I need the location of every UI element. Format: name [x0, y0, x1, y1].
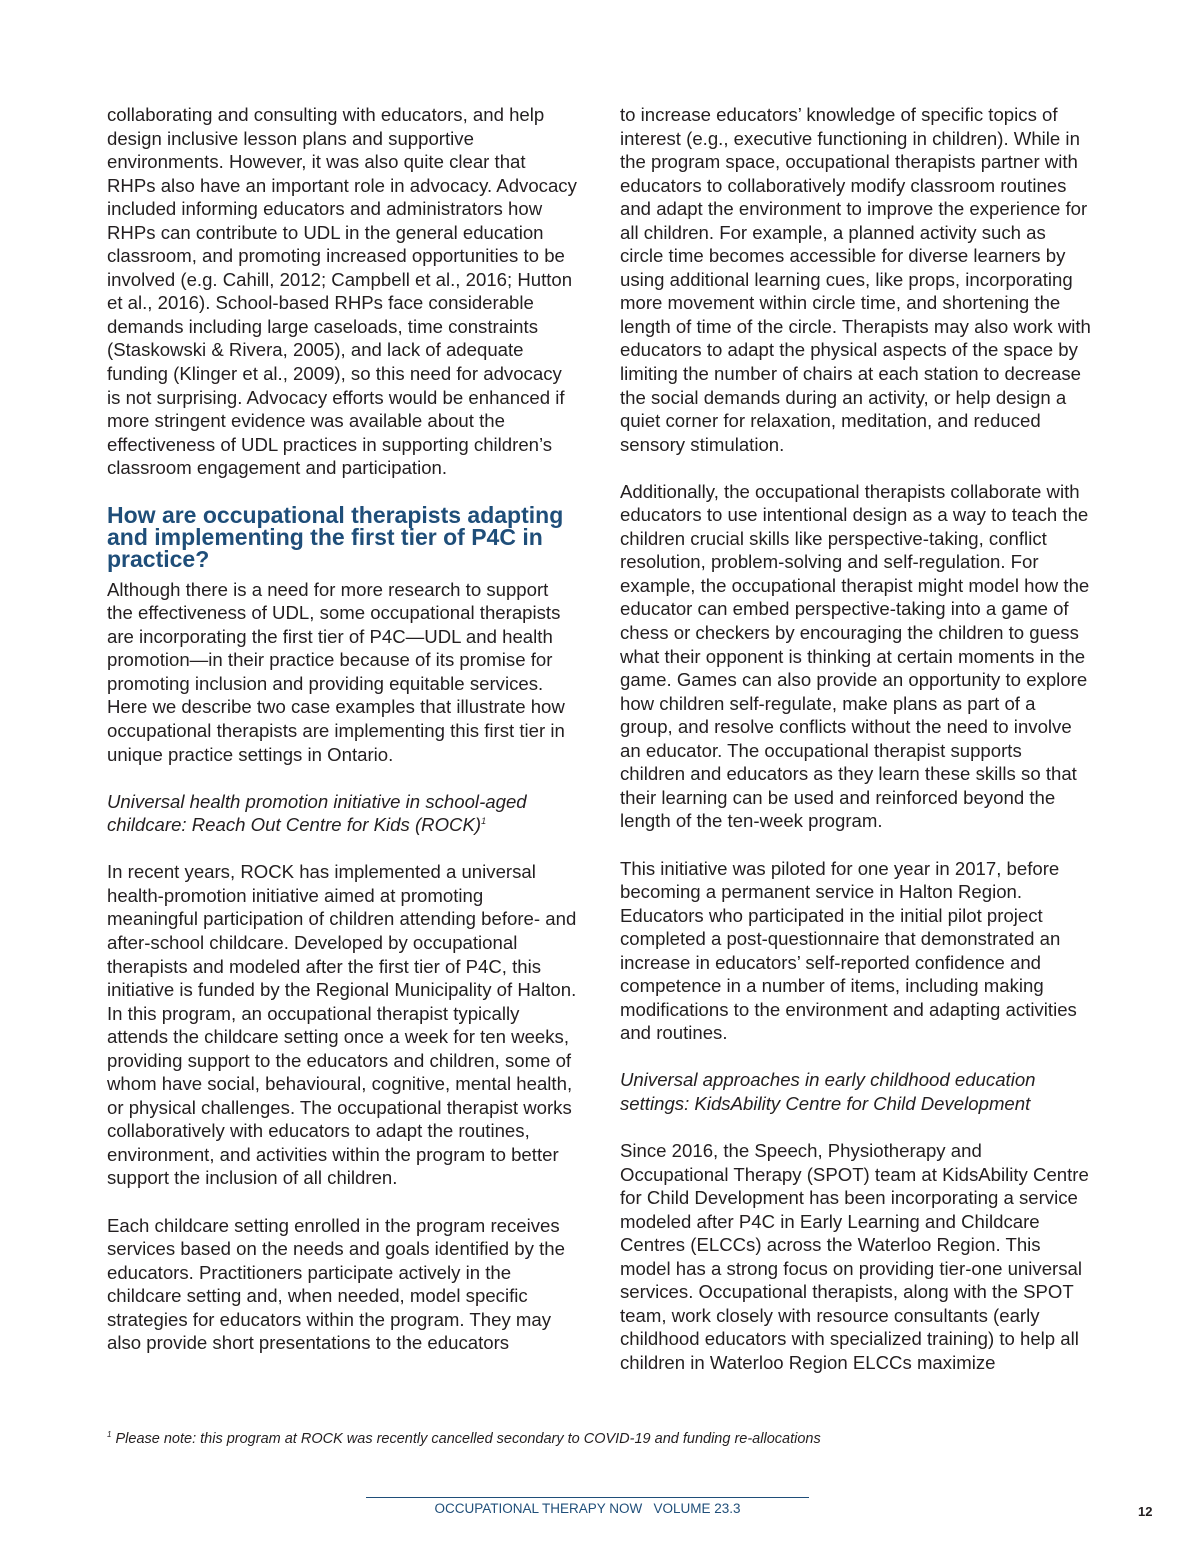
right-column	[620, 103, 1092, 1375]
footnote	[107, 1431, 821, 1447]
paragraph: Although there is a need for more research to support the effectiveness of UDL, some occupational therapists are incorporating the first tier of P4C—UDL and health promotion—in their practice because of its promise for promoting inclusion and providing equitable services. Here we describe two case examples that illustrate how occupational therapists are implementing this first tier in unique practice settings in Ontario.	[107, 578, 565, 765]
running-footer	[366, 1501, 809, 1516]
paragraph: collaborating and consulting with educators, and help design inclusive lesson plans and supportive environments. However, it was also quite clear that RHPs also have an important role in advocacy. Advocacy included informing educators and administrators how RHPs can contribute to UDL in the general education classroom, and promoting increased opportunities to be involved (e.g. Cahill, 2012; Campbell et al., 2016; Hutton et al., 2016). School-based RHPs face considerable demands including large caseloads, time constraints (Staskowski & Rivera, 2005), and lack of adequate funding (Klinger et al., 2009), so this need for advocacy is not surprising. Advocacy efforts would be enhanced if more stringent evidence was available about the effectiveness of UDL practices in supporting children’s classroom engagement and participation.	[107, 104, 577, 479]
footnote-marker: 1	[107, 1430, 112, 1440]
paragraph: Each childcare setting enrolled in the program receives services based on the needs and goals identified by the educators. Practitioners participate actively in the childcare setting and, when needed, model specific strategies for educators within the program. They may also provide short presentations to the educators	[107, 1214, 565, 1354]
footnote-marker: 1	[481, 816, 487, 827]
footnote-text: Please note: this program at ROCK was recently cancelled secondary to COVID-19 and funding re-allocations	[111, 1431, 821, 1447]
footer-divider	[366, 1497, 809, 1498]
left-column	[107, 103, 579, 1355]
paragraph: Since 2016, the Speech, Physiotherapy and Occupational Therapy (SPOT) team at KidsAbility Centre for Child Development has been incorporating a service modeled after P4C in Early Learning and Childcare Centres (ELCCs) across the Waterloo Region. This model has a strong focus on providing tier-one universal services. Occupational therapists, along with the SPOT team, work closely with resource consultants (early childhood educators with specialized training) to help all children in Waterloo Region ELCCs maximize	[620, 1140, 1089, 1373]
paragraph: Additionally, the occupational therapists collaborate with educators to use intentional design as a way to teach the children crucial skills like perspective-taking, conflict resolution, problem-solving and self-regulation. For example, the occupational therapist might model how the educator can embed perspective-taking into a game of chess or checkers by encouraging the children to guess what their opponent is thinking at certain moments in the game. Games can also provide an opportunity to explore how children self-regulate, make plans as part of a group, and resolve conflicts without the need to involve an educator. The occupational therapist supports children and educators as they learn these skills so that their learning can be used and reinforced beyond the length of the ten-week program.	[620, 480, 1090, 832]
paragraph: to increase educators’ knowledge of specific topics of interest (e.g., executive functioning in children). While in the program space, occupational therapists partner with educators to collaboratively modify classroom routines and adapt the environment to improve the experience for all children. For example, a planned activity such as circle time becomes accessible for diverse learners by using additional learning cues, like props, incorporating more movement within circle time, and shortening the length of time of the circle. Therapists may also work with educators to adapt the physical aspects of the space by limiting the number of chairs at each station to decrease the social demands during an activity, or help design a quiet corner for relaxation, meditation, and reduced sensory stimulation.	[620, 104, 1091, 455]
subheading-text: Universal health promotion initiative in school-aged childcare: Reach Out Centre for Kids (ROCK)	[107, 790, 527, 836]
page-number: 12	[1138, 1504, 1153, 1519]
subheading-kidsability: Universal approaches in early childhood education settings: KidsAbility Centre for Child Development	[620, 1069, 1036, 1114]
volume-label: VOLUME 23.3	[653, 1501, 741, 1516]
paragraph: This initiative was piloted for one year in 2017, before becoming a permanent service in Halton Region. Educators who participated in the initial pilot project completed a post-questionnaire that demonstrated an increase in educators’ self-reported confidence and competence in a number of items, including making modifications to the environment and adapting activities and routines.	[620, 857, 1077, 1044]
subheading-rock	[107, 790, 579, 837]
section-heading: How are occupational therapists adapting and implementing the first tier of P4C in practice?	[107, 501, 564, 572]
publication-title: OCCUPATIONAL THERAPY NOW	[434, 1501, 643, 1516]
paragraph: In recent years, ROCK has implemented a universal health-promotion initiative aimed at promoting meaningful participation of children attending before- and after-school childcare. Developed by occupational therapists and modeled after the first tier of P4C, this initiative is funded by the Regional Municipality of Halton. In this program, an occupational therapist typically attends the childcare setting once a week for ten weeks, providing support to the educators and children, some of whom have social, behavioural, cognitive, mental health, or physical challenges. The occupational therapist works collaboratively with educators to adapt the routines, environment, and activities within the program to better support the inclusion of all children.	[107, 861, 577, 1189]
